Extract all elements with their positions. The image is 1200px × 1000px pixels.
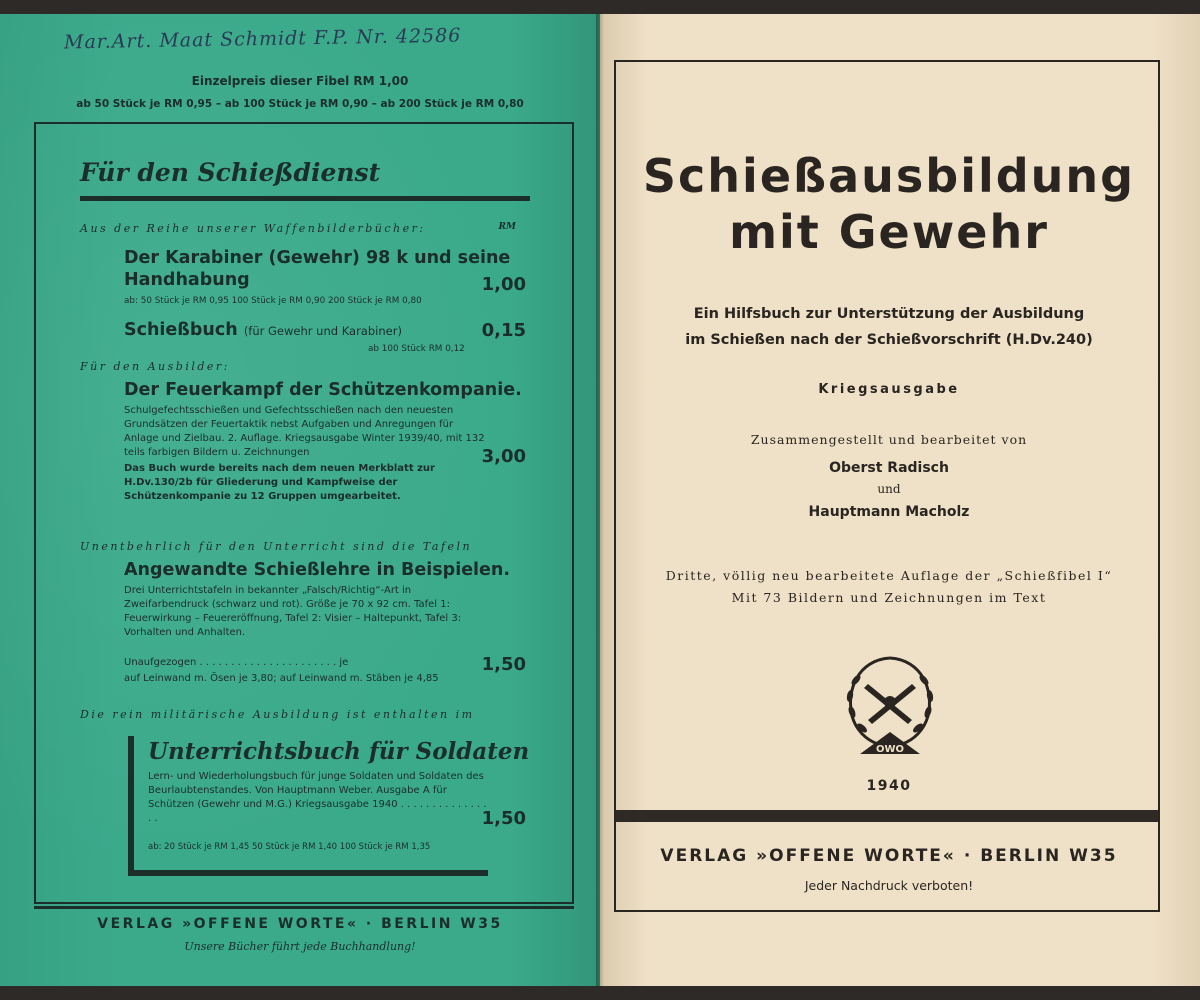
item-price: 0,15 — [481, 320, 526, 341]
title-rule — [80, 196, 530, 201]
divider — [616, 810, 1158, 822]
currency-header: RM — [498, 222, 516, 232]
subtitle: im Schießen nach der Schießvorschrift (H.Dv.240) — [685, 332, 1093, 348]
book-spine — [596, 14, 604, 986]
item-price: 1,50 — [481, 808, 526, 829]
item-description: Das Buch wurde bereits nach dem neuen Merkblatt zur H.Dv.130/2b für Gliederung und Kampfweise der Schützenkompanie zu 12 Gruppen umgearbeitet. — [124, 463, 435, 502]
emblem-text: OWO — [875, 744, 905, 755]
edition-note: Dritte, völlig neu bearbeitete Auflage der „Schießfibel I“ — [665, 568, 1113, 583]
subtitle: Ein Hilfsbuch zur Unterstützung der Ausbildung — [693, 306, 1085, 322]
section-heading: Für den Ausbilder: — [80, 360, 230, 373]
book-title — [616, 148, 1162, 260]
publisher-emblem-icon — [838, 650, 942, 756]
item-description: Drei Unterrichtstafeln in bekannter „Falsch/Richtig“-Art in Zweifarbendruck (schwarz und rot). Größe je 70 x 92 cm. Tafel 1: Feuerwirkung – Feuereröffnung, Tafel 2: Visier – Haltepunkt, Tafel 3: Vorhalten und Anhalten. — [124, 585, 462, 638]
publisher: VERLAG »OFFENE WORTE« · BERLIN W35 — [97, 916, 503, 932]
publication-year: 1940 — [866, 778, 912, 794]
author: Oberst Radisch — [829, 460, 949, 476]
box-title: Für den Schießdienst — [80, 158, 381, 187]
section-heading: Aus der Reihe unserer Waffenbilderbücher: — [80, 222, 426, 235]
title-line-2: mit Gewehr — [729, 205, 1049, 259]
bookshop-note: Unsere Bücher führt jede Buchhandlung! — [184, 940, 416, 953]
frame-bar — [128, 736, 134, 876]
unmounted-line: Unaufgezogen . . . . . . . . . . . . . . . . . . . . . . je — [124, 657, 349, 668]
bulk-price: ab: 20 Stück je RM 1,45 50 Stück je RM 1,40 100 Stück je RM 1,35 — [148, 842, 431, 852]
item-description: Schulgefechtsschießen und Gefechtsschießen nach den neuesten Grundsätzen der Feuertaktik nebst Aufgaben und Anregungen für Anlage und Zielbau. 2. Auflage. Kriegsausgabe Winter 1939/40, mit 132 teils farbigen Bildern u. Zeichnungen — [124, 405, 485, 458]
title-line-1: Schießausbildung — [642, 149, 1136, 203]
back-cover-page — [0, 14, 600, 986]
item-price: 1,00 — [481, 274, 526, 295]
conjunction: und — [877, 482, 901, 496]
frame-bar — [128, 870, 488, 876]
item-description: Lern- und Wiederholungsbuch für junge Soldaten und Soldaten des Beurlaubtenstandes. Von Hauptmann Weber. Ausgabe A für Schützen (Gewehr und M.G.) Kriegsausgabe 1940 . . . . . . . . . . . . . . . . — [148, 771, 487, 824]
bulk-price: ab: 50 Stück je RM 0,95 100 Stück je RM 0,90 200 Stück je RM 0,80 — [124, 296, 422, 306]
item-price: 1,50 — [481, 654, 526, 675]
bulk-price: ab 100 Stück RM 0,12 — [368, 344, 465, 354]
section-heading: Die rein militärische Ausbildung ist enthalten im — [80, 708, 475, 721]
handwritten-note: Mar.Art. Maat Schmidt F.P. Nr. 42586 — [63, 24, 462, 54]
item-price: 3,00 — [481, 446, 526, 467]
advert-box — [34, 122, 574, 904]
bulk-price: ab 50 Stück je RM 0,95 – ab 100 Stück je RM 0,90 – ab 200 Stück je RM 0,80 — [76, 98, 524, 110]
item-title: Angewandte Schießlehre in Beispielen. — [124, 560, 511, 580]
divider — [34, 906, 574, 909]
item-title — [124, 320, 402, 342]
single-price: Einzelpreis dieser Fibel RM 1,00 — [191, 74, 409, 88]
item-title: Handhabung — [124, 270, 250, 290]
illustrations-note: Mit 73 Bildern und Zeichnungen im Text — [731, 590, 1047, 605]
item-title: Der Karabiner (Gewehr) 98 k und seine — [124, 248, 511, 268]
section-heading: Unentbehrlich für den Unterricht sind die Tafeln — [80, 540, 473, 553]
title-page — [600, 14, 1200, 986]
edition-label: Kriegsausgabe — [818, 382, 960, 397]
author: Hauptmann Macholz — [808, 504, 970, 520]
item-title: Der Feuerkampf der Schützenkompanie. — [124, 380, 522, 400]
item-title: Unterrichtsbuch für Soldaten — [148, 738, 530, 765]
copyright-note: Jeder Nachdruck verboten! — [804, 878, 974, 893]
mounted-line: auf Leinwand m. Ösen je 3,80; auf Leinwand m. Stäben je 4,85 — [124, 673, 439, 684]
item-title-suffix: (für Gewehr und Karabiner) — [243, 324, 402, 338]
publisher: VERLAG »OFFENE WORTE« · BERLIN W35 — [660, 846, 1118, 866]
book-spread — [0, 14, 1200, 986]
item-title-main: Schießbuch — [124, 320, 238, 340]
compiled-by: Zusammengestellt und bearbeitet von — [750, 432, 1028, 447]
title-frame — [614, 60, 1160, 912]
